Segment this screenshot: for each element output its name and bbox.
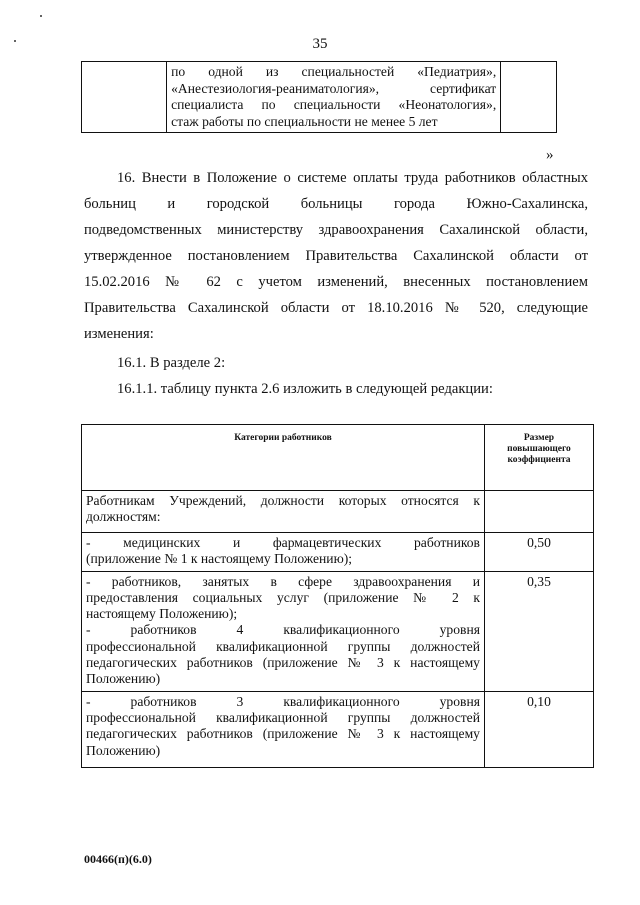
coefficient-cell: 0,35 (484, 571, 593, 691)
paragraph-line: утвержденное постановлением Правительства Сахалинской области от (84, 248, 588, 264)
paragraph-line: больниц и городской больницы города Южно-Сахалинска, (84, 196, 588, 212)
table-row (82, 62, 557, 133)
page-number: 35 (312, 36, 328, 52)
table-row (82, 691, 594, 767)
continued-table (81, 61, 557, 133)
paragraph-line: Правительства Сахалинской области от 18.10.2016 № 520, следующие (84, 300, 588, 316)
category-cell (82, 571, 485, 691)
category-line: должностям: (86, 509, 161, 525)
closing-quote: » (546, 147, 554, 163)
category-cell (82, 491, 485, 533)
category-line: Положению) (86, 671, 161, 687)
category-line: педагогических работников (приложение № 3 к настоящему (86, 655, 480, 671)
category-line: - работников, занятых в сфере здравоохранения и (86, 573, 480, 589)
table-row (82, 491, 594, 533)
coefficient-cell: 0,50 (484, 533, 593, 572)
coefficient-cell: 0,10 (484, 691, 593, 767)
category-cell (82, 691, 485, 767)
paragraph-line: 15.02.2016 № 62 с учетом изменений, внесенных постановлением (84, 274, 588, 290)
table-text-line: стаж работы по специальности не менее 5 лет (171, 113, 438, 129)
header-coefficient: Размер повышающего коэффициента (484, 425, 593, 491)
category-line: профессиональной квалификационной группы должностей (86, 638, 480, 654)
category-line: настоящему Положению); (86, 606, 238, 622)
coefficient-cell (484, 491, 593, 533)
table-text-line: специалиста по специальности «Неонатология», (171, 97, 497, 112)
table-row (82, 571, 594, 691)
table-cell-empty (82, 62, 167, 133)
category-line: профессиональной квалификационной группы должностей (86, 709, 480, 725)
category-line: Работникам Учреждений, должности которых относятся к (86, 493, 480, 508)
item-16-1-1: 16.1.1. таблицу пункта 2.6 изложить в следующей редакции: (117, 381, 493, 397)
table-cell-requirements (167, 62, 501, 133)
document-code: 00466(п)(6.0) (84, 852, 152, 866)
coefficient-table (81, 424, 594, 768)
category-line: - работников 3 квалификационного уровня (86, 693, 480, 709)
category-line: педагогических работников (приложение № 3 к настоящему (86, 726, 480, 742)
scan-speck (40, 15, 42, 17)
table-header-row (82, 425, 594, 491)
category-line: - медицинских и фармацевтических работников (86, 535, 480, 550)
table-text-line: по одной из специальностей «Педиатрия», (171, 64, 497, 79)
category-cell (82, 533, 485, 572)
paragraph-line: 16. Внести в Положение о системе оплаты труда работников областных (117, 170, 588, 186)
item-16-1: 16.1. В разделе 2: (117, 355, 226, 371)
header-category: Категории работников (82, 425, 485, 491)
paragraph-line: подведомственных министерству здравоохранения Сахалинской области, (84, 222, 588, 238)
table-text-line: «Анестезиология-реаниматология», сертификат (171, 80, 497, 96)
category-line: предоставления социальных услуг (приложение № 2 к (86, 589, 480, 605)
category-line: - работников 4 квалификационного уровня (86, 622, 480, 638)
table-cell-empty (501, 62, 557, 133)
paragraph-16 (84, 165, 588, 347)
category-line: (приложение № 1 к настоящему Положению); (86, 551, 353, 567)
category-line: Положению) (86, 742, 161, 758)
paragraph-line: изменения: (84, 326, 154, 342)
table-row (82, 533, 594, 572)
